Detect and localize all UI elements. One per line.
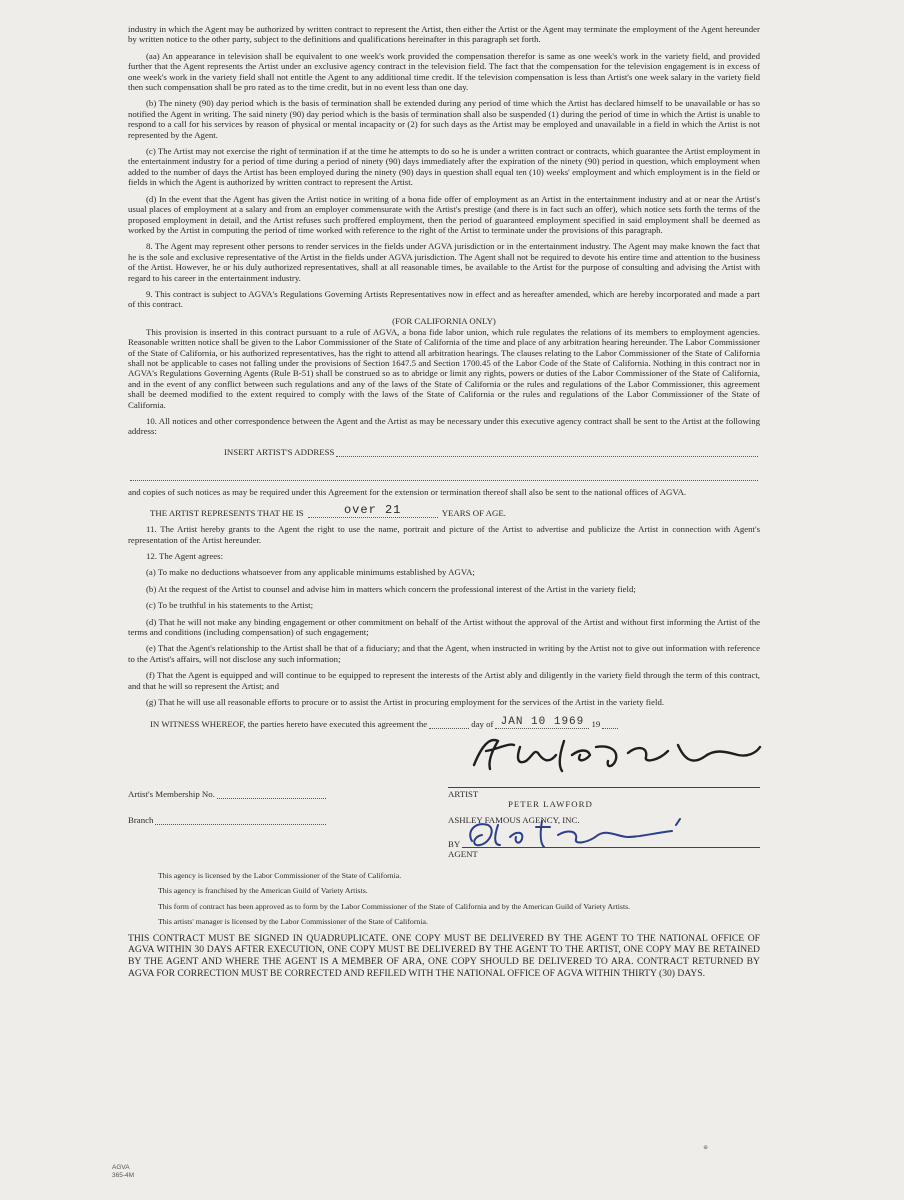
artist-signature-line [448, 787, 760, 788]
age-value: over 21 [343, 503, 402, 518]
paragraph-11: 11. The Artist hereby grants to the Agent the right to use the name, portrait and picture of the Artist to advertise and publicize the Artist in connection with Agent's representation of the Artist hereunder. [128, 524, 760, 545]
paragraph-termination: industry in which the Agent may be authorized by written contract to represent the Artist, then either the Artist or the Agent may terminate the employment of the Agent hereunder by written notice to the other party, subject to the definitions and qualifications hereinafter in this paragraph set forth. [128, 24, 760, 45]
licensing-notes [128, 871, 760, 927]
agrees-g: (g) That he will use all reasonable efforts to procure or to assist the Artist in procuring employment for the services of the Artist in the variety field. [146, 697, 665, 708]
age-field [308, 503, 438, 518]
paragraph-12: 12. The Agent agrees: [146, 551, 224, 562]
age-suffix: YEARS OF AGE. [441, 508, 506, 519]
agent-label: AGENT [448, 848, 478, 859]
address-line-2 [128, 471, 760, 481]
address-label: INSERT ARTIST'S ADDRESS [224, 446, 335, 457]
license-note-3: This form of contract has been approved as to form by the Labor Commissioner of the State of California and by the American Guild of Variety Artists. [158, 901, 631, 911]
witness-year-blank [602, 728, 618, 729]
agrees-b: (b) At the request of the Artist to counsel and advise him in matters which concern the professional interest of the Artist in the variety field; [146, 583, 636, 594]
form-code [112, 1164, 134, 1180]
signature-block [128, 735, 760, 875]
branch-blank [155, 815, 326, 825]
final-notice: THIS CONTRACT MUST BE SIGNED IN QUADRUPLICATE. ONE COPY MUST BE DELIVERED BY THE AGENT TO THE NATIONAL OFFICE OF AGVA WITHIN 30 DAYS AFTER EXECUTION, ONE COPY MUST BE DELIVERED BY THE AGENT TO THE ARTIST, ONE COPY MAY BE RETAINED BY THE AGENT AND WHERE THE AGENT IS A MEMBER OF ARA, ONE COPY SHOULD BE DELIVERED TO ARA. CONTRACT RETURNED BY AGVA FOR CORRECTION MUST BE CORRECTED AND REFILED WITH THE NATIONAL OFFICE OF AGVA WITHIN THIRTY (30) DAYS. [128, 932, 760, 979]
form-code-line-2: 365-4M [112, 1172, 135, 1179]
address-line [128, 447, 760, 457]
by-label: BY [448, 838, 461, 849]
witness-year: 19 [591, 718, 601, 729]
witness-prefix: IN WITNESS WHEREOF, the parties hereto have executed this agreement the [150, 718, 428, 729]
license-note-2: This agency is franchised by the American Guild of Variety Artists. [158, 886, 368, 896]
agrees-d: (d) That he will not make any binding engagement or other commitment on behalf of the Artist without the approval of the Artist and without first informing the Artist of the terms and conditions (including compensation) of such engagement; [128, 616, 760, 638]
paragraph-10: 10. All notices and other correspondence between the Agent and the Artist as may be necessary under this executive agency contract shall be sent to the Artist at the following address: [128, 416, 760, 437]
branch-line [128, 815, 328, 825]
agrees-f: (f) That the Agent is equipped and will continue to be equipped to represent the interests of the Artist ably and diligently in the variety field through the term of this contract, and that he will so represent the Artist; and [128, 670, 760, 691]
union-bug-icon: ⊕ [703, 1145, 709, 1151]
license-note-4: This artists' manager is licensed by the Labor Commissioner of the State of California. [158, 917, 428, 927]
artist-signature-icon [468, 731, 768, 779]
address-blank [336, 447, 758, 457]
membership-blank [217, 789, 326, 799]
paragraph-aa: (aa) An appearance in television shall be equivalent to one week's work provided the compensation therefor is same as one week's work in the variety field, and provided further that the Agent represents the Artist under an exclusive agency contract in the television field. The fact that the compensation for the television engagement is in excess of one week's work in the variety field shall not entitle the Agent to any additional time credit. If the television compensation is less than Artist's one week salary in the variety field then such compensation shall be pro rated as to the time credit, but in no event less than one day. [128, 50, 760, 93]
license-note-1: This agency is licensed by the Labor Commissioner of the State of California. [158, 870, 402, 880]
witness-day-blank [429, 728, 469, 729]
agrees-c: (c) To be truthful in his statements to the Artist; [146, 600, 314, 611]
witness-day-label: day of [471, 718, 494, 729]
witness-date-field [495, 716, 589, 729]
witness-date-stamp: JAN 10 1969 [500, 715, 585, 728]
contract-body [128, 24, 760, 985]
paragraph-d: (d) In the event that the Agent has given the Artist notice in writing of a bona fide offer of employment as an Artist in the entertainment industry and at or near the Artist's usual places of employment at a salary and from an employer commensurate with the Artist's prestige (and there is in fact such an offer), which notice sets forth the terms of the proposed employment in detail, and the Artist refuses such proffered employment, then the period of guaranteed employment specified in said employment shall be deemed as worked by the Artist in computing the period of time worked with reference to the right of the Artist to terminate under the provisions of this paragraph. [128, 193, 760, 235]
witness-line [128, 716, 760, 729]
california-heading: (FOR CALIFORNIA ONLY) [392, 315, 496, 326]
form-code-line-1: AGVA [112, 1164, 130, 1171]
copies-notice: and copies of such notices as may be required under this Agreement for the extension or termination thereof shall also be sent to the national offices of AGVA. [128, 486, 687, 497]
paragraph-9: 9. This contract is subject to AGVA's Regulations Governing Artists Representatives now in effect and as hereafter amended, which are hereby incorporated and made a part of this contract. [128, 288, 760, 310]
membership-label: Artist's Membership No. [128, 788, 215, 799]
paragraph-c: (c) The Artist may not exercise the right of termination if at the time he attempts to do so he is under a written contract or contracts, which guarantee the Artist employment in the entertainment industry for a period of time during a period of ninety (90) days immediately after the expiration of the ninety (90) period in question, which employment when added to the number of days the Artist has been employed during the ninety (90) days in question shall equal ten (10) weeks' employment and which employment is in the field or fields in which the Agent is authorized by written contract to represent the Artist. [128, 146, 760, 188]
agency-name: ASHLEY FAMOUS AGENCY, INC. [448, 814, 580, 825]
agrees-a: (a) To make no deductions whatsoever from any applicable minimums established by AGVA; [146, 567, 475, 578]
artist-label: ARTIST [448, 788, 479, 799]
age-prefix: THE ARTIST REPRESENTS THAT HE IS [150, 508, 304, 519]
address-blank-2 [130, 471, 758, 481]
artist-name: PETER LAWFORD [508, 798, 593, 809]
paragraph-8: 8. The Agent may represent other persons to render services in the fields under AGVA jurisdiction or in the entertainment industry. The Agent may make known the fact that he is the sole and exclusive representative of the Artist in the fields under AGVA jurisdiction. The Agent shall not be required to devote his entire time and attention to the business of the Artist. However, he or his duly authorized representatives, shall at all reasonable times, be available to the Artist for the purpose of consulting and advising the Artist with regard to his career in the entertainment industry. [128, 241, 760, 283]
branch-label: Branch [128, 814, 154, 825]
agent-signature-line [462, 847, 760, 848]
paragraph-b: (b) The ninety (90) day period which is the basis of termination shall be extended during any period of time which the Artist has declared himself to be unavailable or has so notified the Agent in writing. The said ninety (90) day period which is the basis of termination shall also be suspended (1) during the period of time in which the Artist is unable to respond to a call for his services by reason of physical or mental incapacity or (2) for such days as the Artist may be employed and unavailable in a field in which the Artist is not represented by the Agent. [128, 98, 760, 140]
california-provision: This provision is inserted in this contract pursuant to a rule of AGVA, a bona fide labor union, which rule regulates the relations of its members to employment agencies. Reasonable written notice shall be given to the Labor Commissioner of the State of California of the time and place of any arbitration hearing hereunder. The Labor Commissioner of the State of California, or his authorized representatives, has the right to attend all arbitration hearings. The clauses relating to the Labor Commissioner of the State of California shall not be applicable to cases not falling under the provisions of Section 1647.5 and Section 1700.45 of the Labor Code of the State of California. Nothing in this contract nor in AGVA's Regulations Governing Agents (Rule B-51) shall be construed so as to abridge or limit any rights, powers or duties of the Labor Commissioner of the State of California, and in the event of any conflict between such regulations and any of the laws of the State of California or the rules and regulations of the Labor Commissioner, this agreement shall be deemed modified to the extent required to comply with the laws of the State of California or the rules and regulations of the Labor Commissioner of the State of California. [128, 326, 760, 410]
membership-line [128, 789, 328, 799]
age-line [128, 503, 760, 518]
agrees-e: (e) That the Agent's relationship to the Artist shall be that of a fiduciary; and that the Agent, when instructed in writing by the Artist not to give out information with reference to the Artist's affairs, will not disclose any such information; [128, 643, 760, 664]
